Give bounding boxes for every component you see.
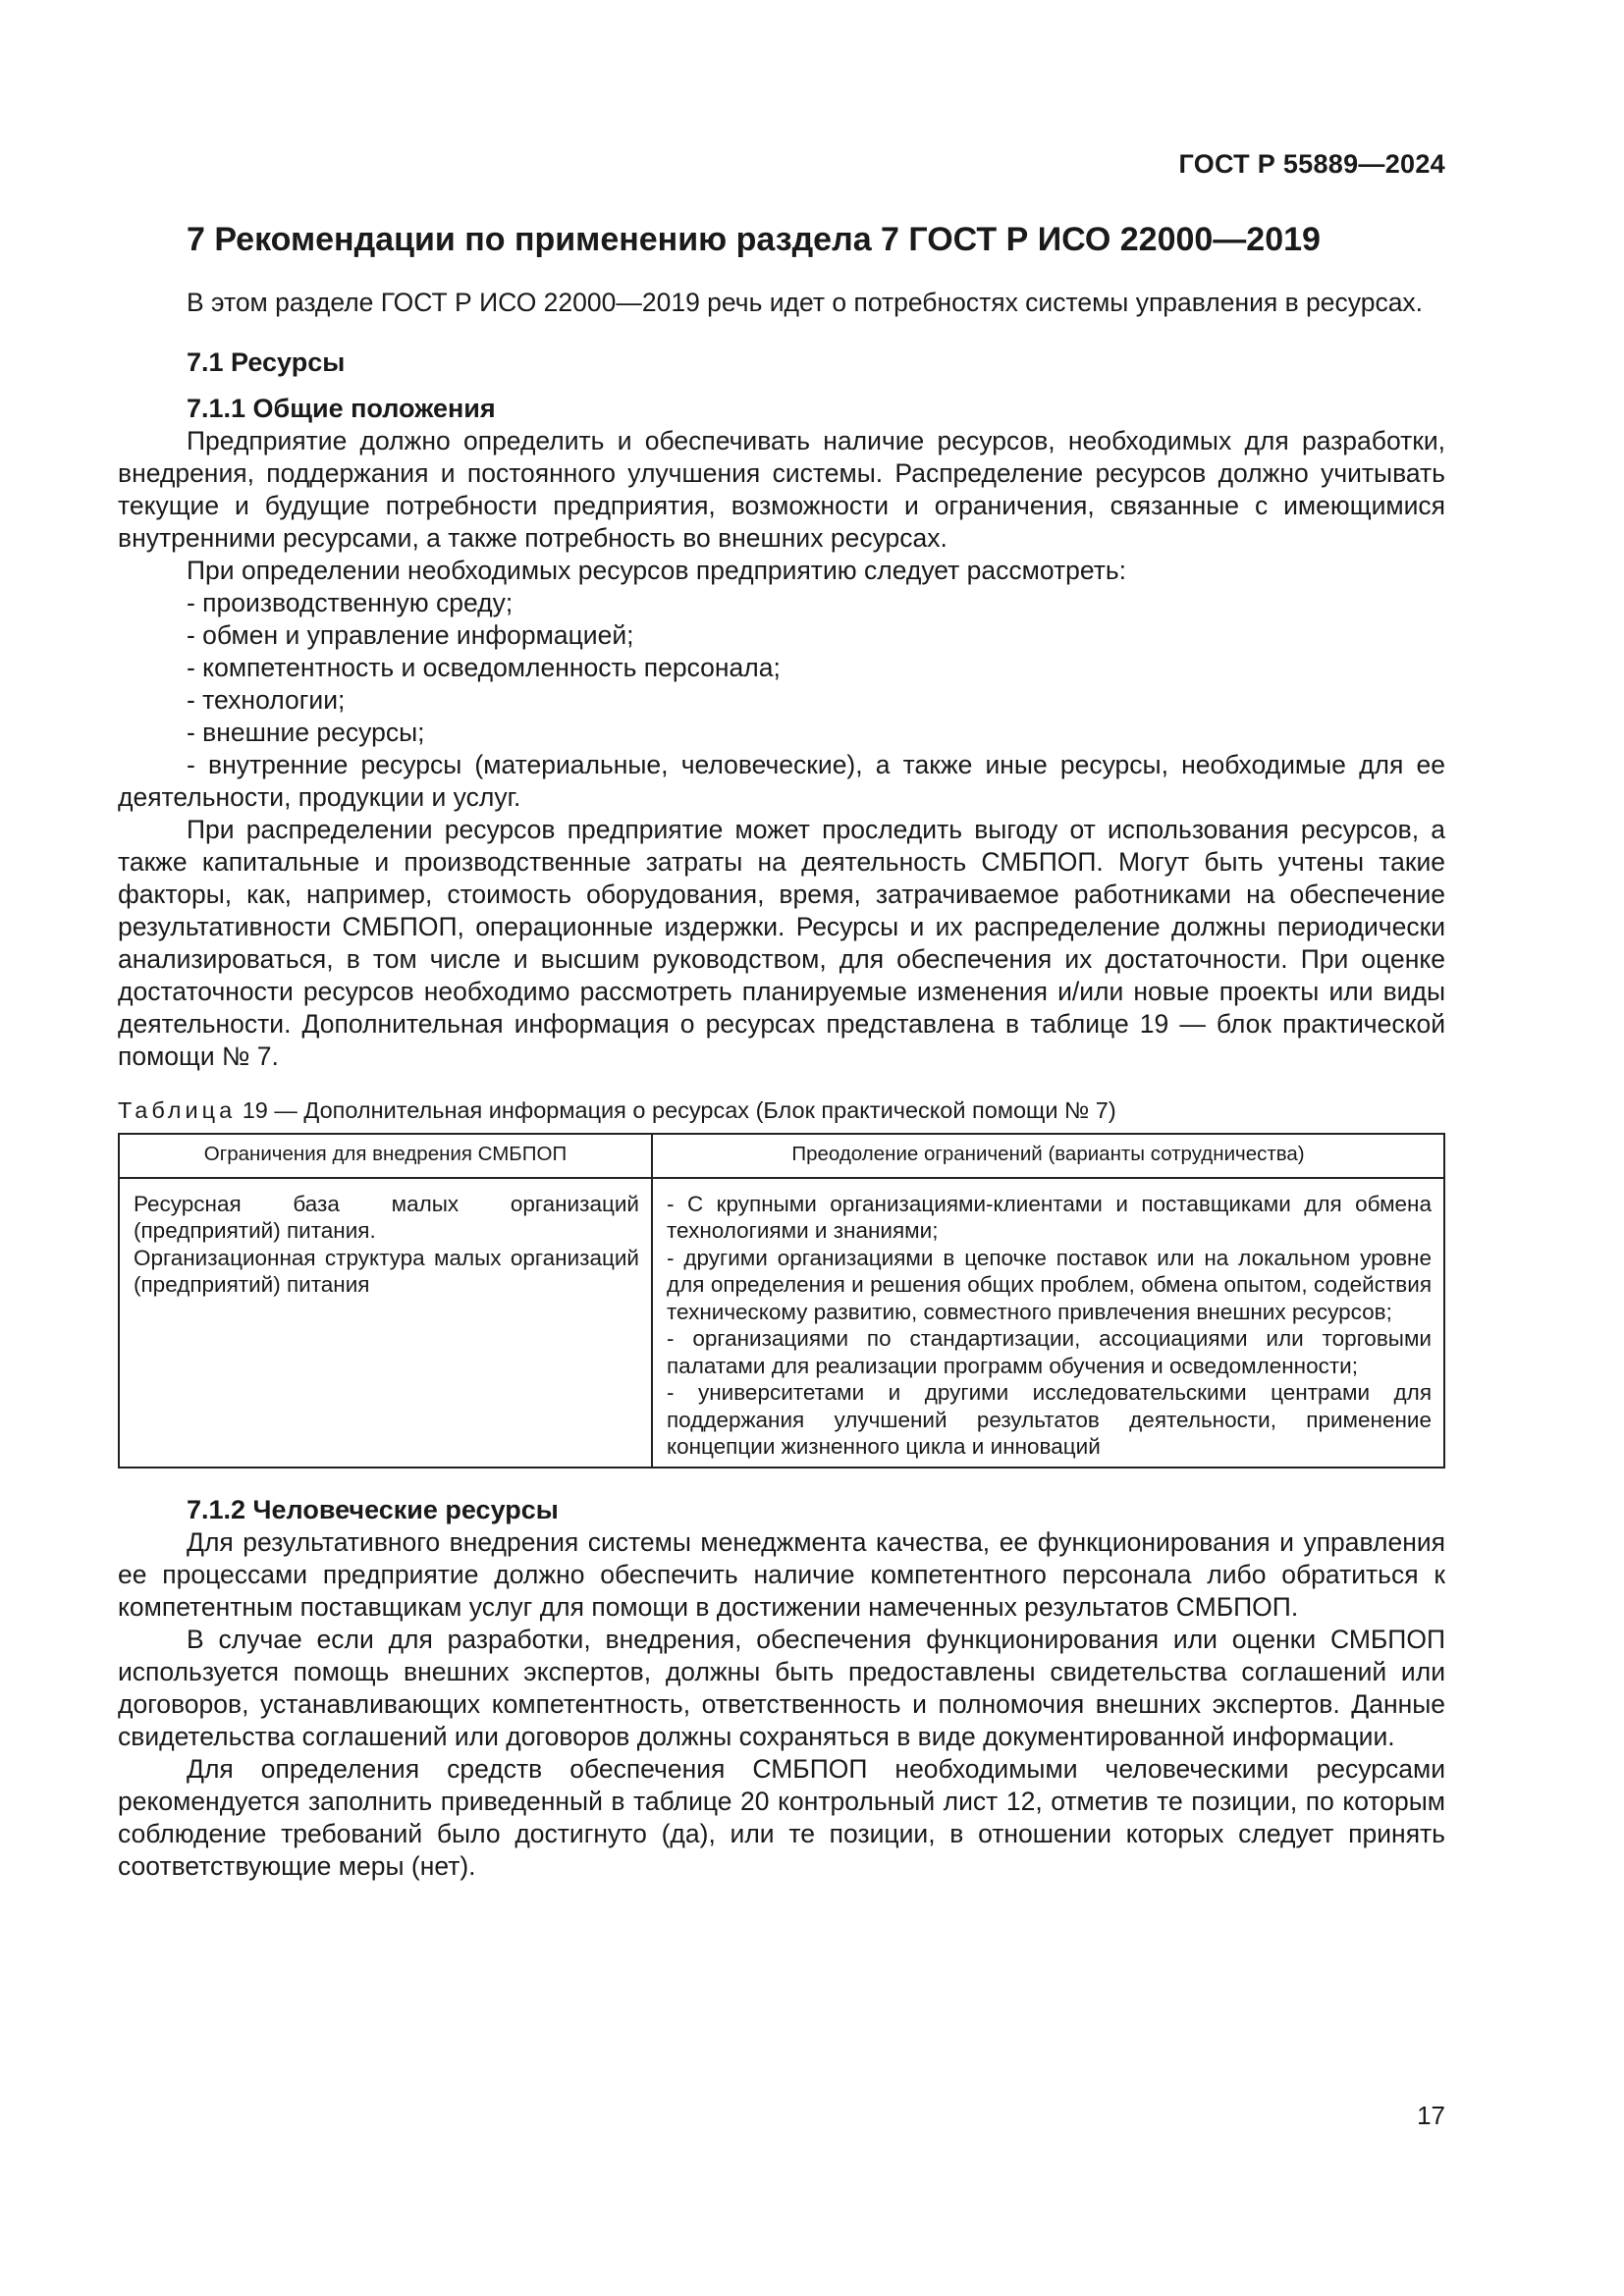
table-cell-cooperation [652,1178,1444,1468]
page-content [118,218,1445,1883]
table-cell-limitations [119,1178,652,1468]
table-19 [118,1133,1445,1468]
list-item: - технологии; [187,685,346,715]
list-item: - обмен и управление информацией; [187,620,634,650]
list-item: - внешние ресурсы; [187,718,425,747]
table-header-row [119,1134,1444,1178]
column-header-overcoming: Преодоление ограничений (варианты сотрудничества) [652,1134,1444,1178]
list-item: - внутренние ресурсы (материальные, человеческие), а также иные ресурсы, необходимые для ее деятельности, продукции и услуг. [118,750,1445,812]
paragraph: При определении необходимых ресурсов предприятию следует рассмотреть: [187,556,1127,585]
cell-line: - другими организациями в цепочке поставок или на локальном уровне для определения и решения общих проблем, обмена опытом, содействия техническому развитию, совместного привлечения внешних ресурсов; [667,1245,1432,1324]
section-7-intro: В этом разделе ГОСТ Р ИСО 22000—2019 речь идет о потребностях системы управления в ресурсах. [187,288,1424,317]
document-standard-number: ГОСТ Р 55889—2024 [1178,149,1445,179]
list-item: - компетентность и осведомленность персонала; [187,653,781,682]
table-row [119,1178,1444,1468]
resources-list [118,587,1445,814]
table-caption-word: Таблица [118,1097,237,1123]
section-7-1-2-title: 7.1.2 Человеческие ресурсы [187,1494,559,1524]
paragraph: В случае если для разработки, внедрения, обеспечения функционирования или оценки СМБПОП используется помощь внешних экспертов, должны быть предоставлены свидетельства соглашений или договоров, устанавливающих компетентность, ответственность и полномочия внешних экспертов. Данные свидетельства соглашений или договоров должны сохраняться в виде документированной информации. [118,1624,1445,1751]
section-7-1-1-title: 7.1.1 Общие положения [187,394,496,423]
paragraph: Для определения средств обеспечения СМБПОП необходимыми человеческими ресурсами рекомендуется заполнить приведенный в таблице 20 контрольный лист 12, отметив те позиции, по которым соблюдение требований было достигнуто (да), или те позиции, в отношении которых следует принять соответствующие меры (нет). [118,1753,1445,1881]
section-7-1-title: 7.1 Ресурсы [187,347,346,377]
paragraph: Для результативного внедрения системы менеджмента качества, ее функционирования и управления ее процессами предприятие должно обеспечить наличие компетентного персонала либо обратиться к компетентным поставщикам услуг для помощи в достижении намеченных результатов СМБПОП. [118,1526,1445,1622]
cell-line: - университетами и другими исследовательскими центрами для поддержания улучшений результатов деятельности, применение концепции жизненного цикла и инноваций [667,1380,1432,1459]
paragraph: Предприятие должно определить и обеспечивать наличие ресурсов, необходимых для разработки, внедрения, поддержания и постоянного улучшения системы. Распределение ресурсов должно учитывать текущие и будущие потребности предприятия, возможности и ограничения, связанные с имеющимися внутренними ресурсами, а также потребность во внешних ресурсах. [118,426,1445,553]
section-7-title: 7 Рекомендации по применению раздела 7 ГОСТ Р ИСО 22000—2019 [187,221,1321,258]
page-number: 17 [1417,2101,1445,2130]
column-header-limitations: Ограничения для внедрения СМБПОП [119,1134,652,1178]
list-item: - производственную среду; [187,588,514,617]
table-caption-text: 19 — Дополнительная информация о ресурсах (Блок практической помощи № 7) [242,1097,1116,1123]
cell-line: Ресурсная база малых организаций (предприятий) питания. [134,1191,639,1243]
cell-line: - С крупными организациями-клиентами и поставщиками для обмена технологиями и знаниями; [667,1191,1432,1243]
paragraph: При распределении ресурсов предприятие может проследить выгоду от использования ресурсов, а также капитальные и производственные затраты на деятельность СМБПОП. Могут быть учтены такие факторы, как, например, стоимость оборудования, время, затрачиваемое работниками на обеспечение результативности СМБПОП, операционные издержки. Ресурсы и их распределение должны периодически анализироваться, в том числе и высшим руководством, для обеспечения их достаточности. При оценке достаточности ресурсов необходимо рассмотреть планируемые изменения и/или новые проекты или виды деятельности. Дополнительная информация о ресурсах представлена в таблице 19 — блок практической помощи № 7. [118,815,1445,1071]
table-19-caption [118,1096,1445,1124]
cell-line: - организациями по стандартизации, ассоциациями или торговыми палатами для реализации программ обучения и осведомленности; [667,1326,1432,1378]
cell-line: Организационная структура малых организаций (предприятий) питания [134,1245,639,1297]
